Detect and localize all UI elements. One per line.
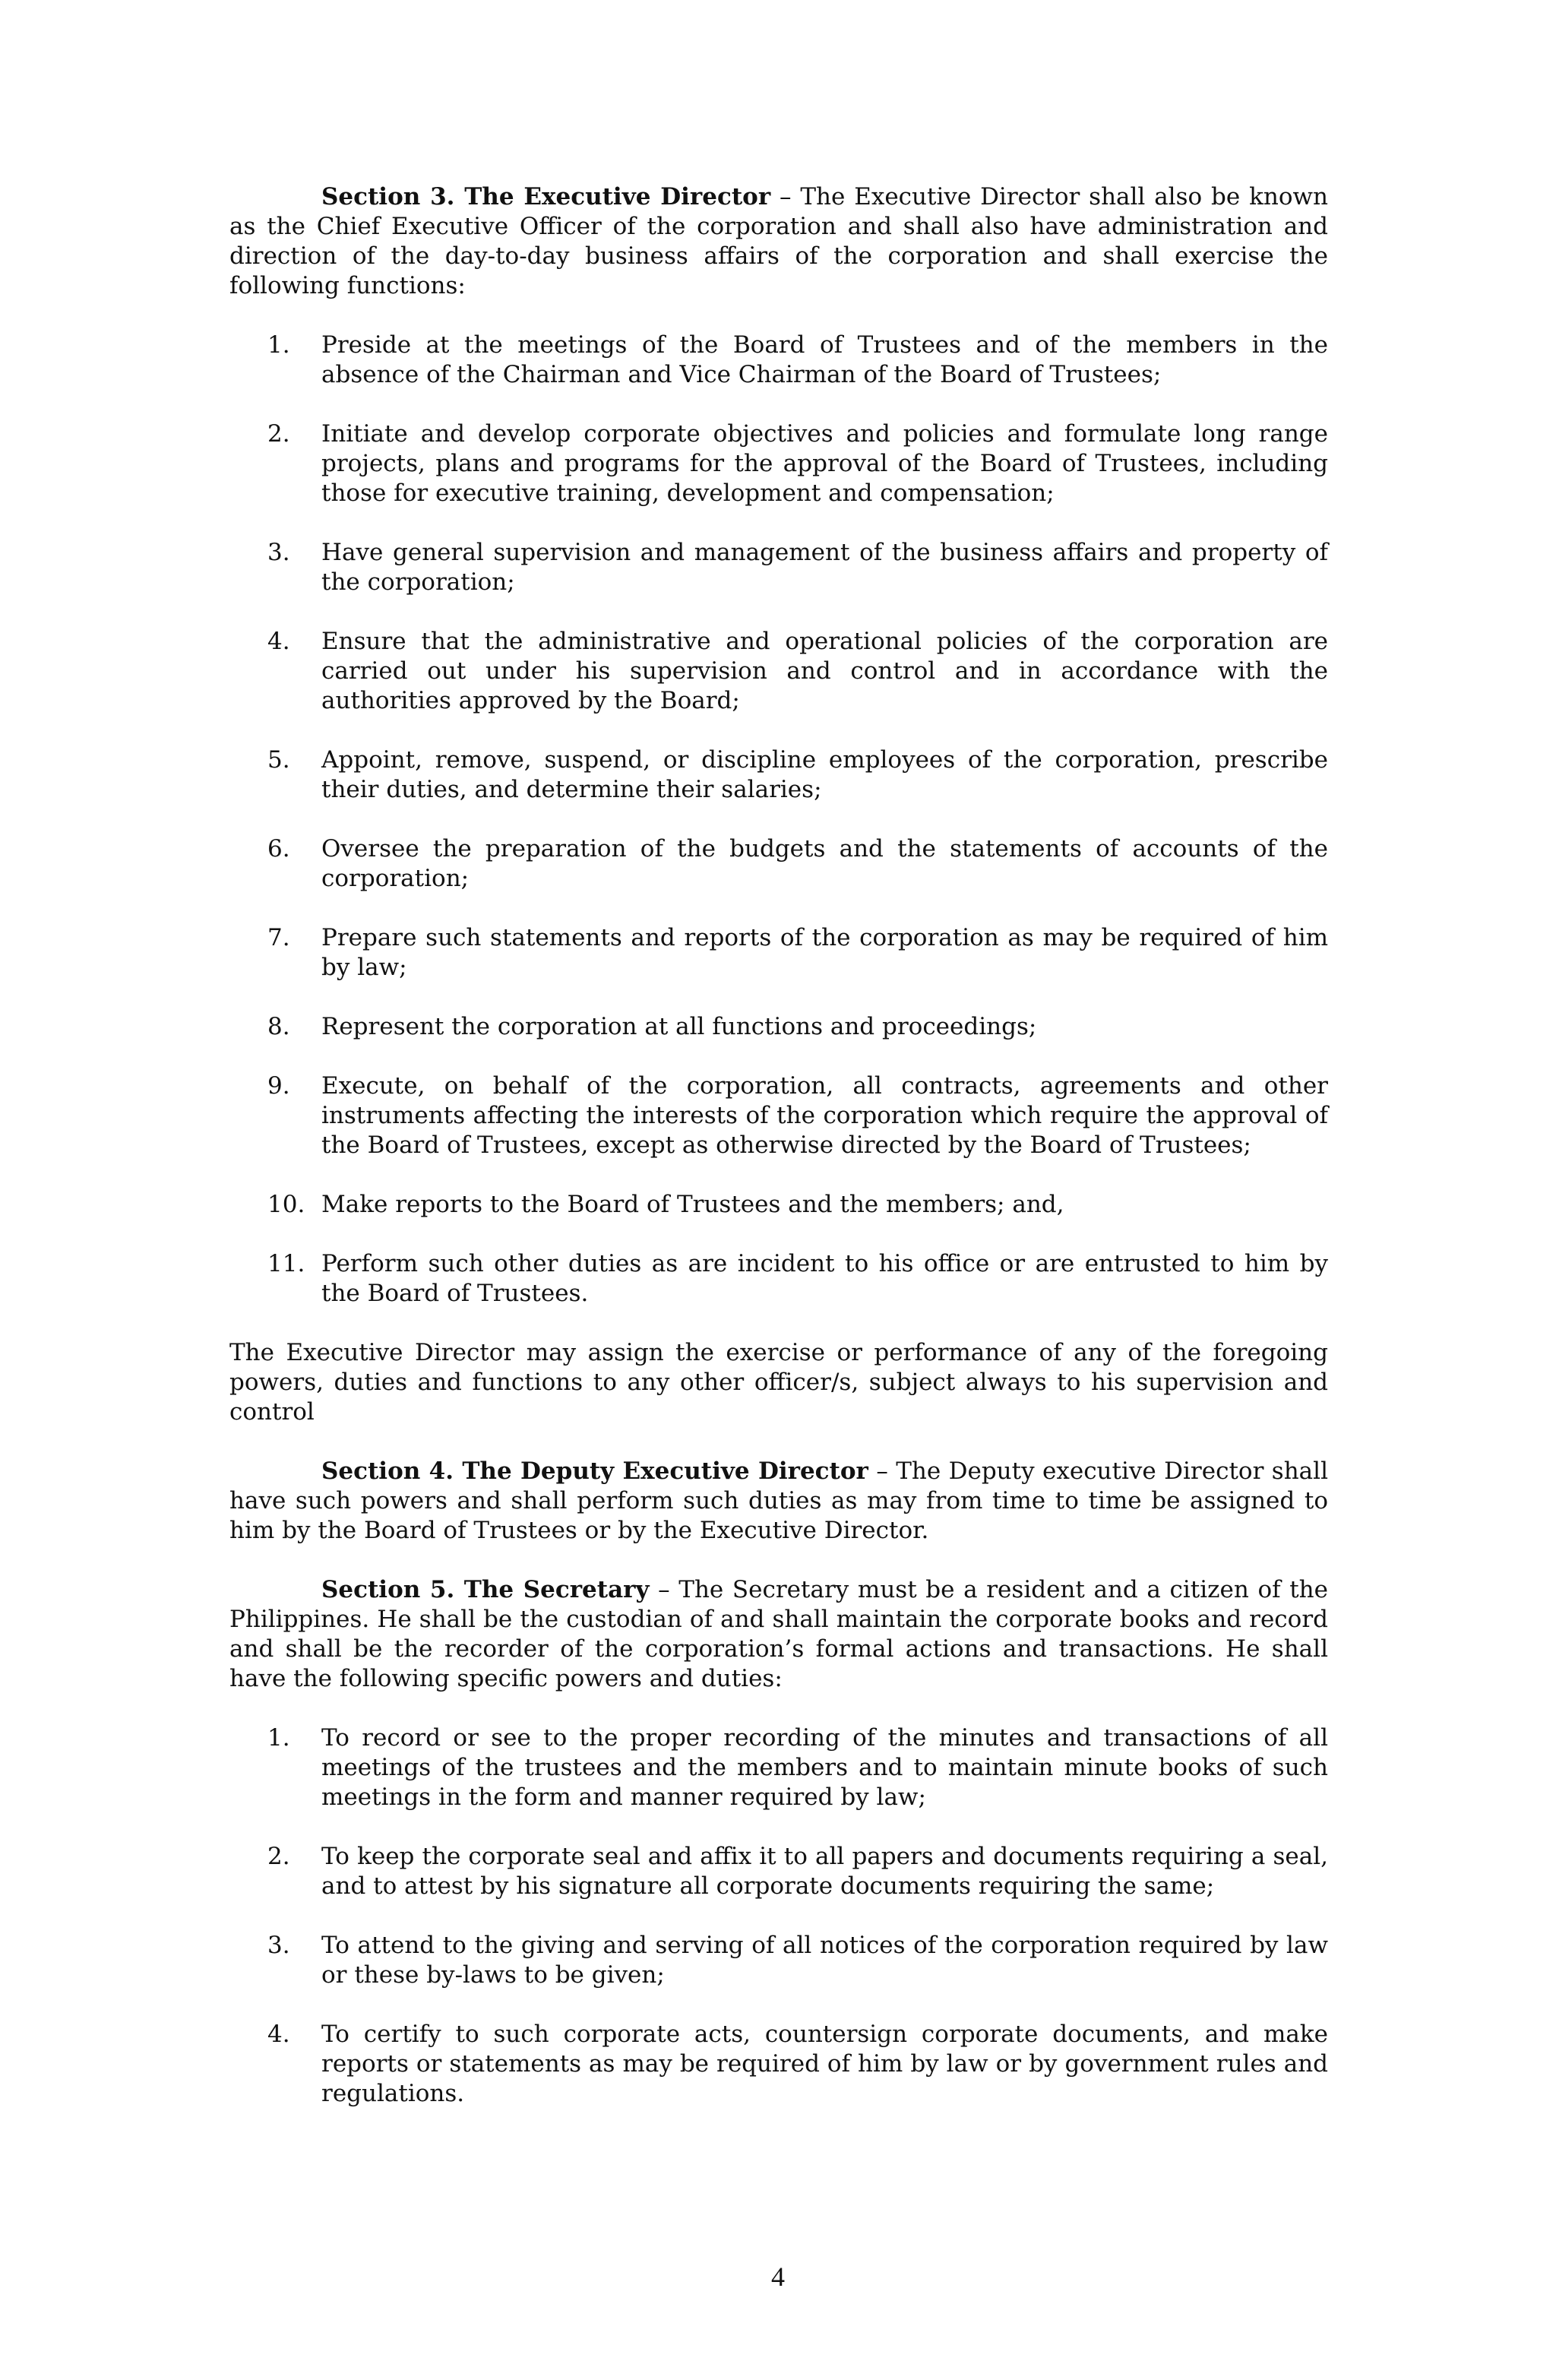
document-page	[229, 182, 1328, 2138]
list-item-number: 6.	[267, 835, 290, 862]
list-item	[229, 745, 1328, 805]
list-item-number: 1.	[267, 1724, 290, 1752]
list-item-number: 2.	[267, 1843, 290, 1870]
list-item-text: Oversee the preparation of the budgets and the statements of accounts of the corporation;	[321, 835, 1328, 892]
list-item	[229, 1071, 1328, 1160]
list-item	[229, 1842, 1328, 1901]
list-item-number: 1.	[267, 331, 290, 359]
list-item-text: Perform such other duties as are incident to his office or are entrusted to him by the Board of Trustees.	[321, 1250, 1328, 1307]
list-item	[229, 1723, 1328, 1812]
list-item-number: 5.	[267, 746, 290, 774]
list-item-text: Represent the corporation at all functions and proceedings;	[321, 1013, 1037, 1040]
list-item-number: 3.	[267, 539, 290, 566]
list-item-number: 10.	[267, 1191, 305, 1218]
list-item-text: Appoint, remove, suspend, or discipline employees of the corporation, prescribe their duties, and determine their salaries;	[321, 746, 1328, 803]
section-4-paragraph	[229, 1457, 1328, 1546]
section-4-title: Section 4. The Deputy Executive Director	[321, 1457, 868, 1485]
list-item	[229, 834, 1328, 894]
list-item-text: Initiate and develop corporate objectives and policies and formulate long range projects, plans and programs for the approval of the Board of Trustees, including those for executive training, development and compensation;	[321, 420, 1328, 507]
list-item-number: 11.	[267, 1250, 305, 1277]
list-item-number: 4.	[267, 628, 290, 655]
list-item-text: Make reports to the Board of Trustees and the members; and,	[321, 1191, 1064, 1218]
section-3-paragraph	[229, 182, 1328, 301]
section-5-paragraph	[229, 1575, 1328, 1694]
list-item-number: 7.	[267, 924, 290, 951]
section-3-title: Section 3. The Executive Director	[321, 183, 771, 210]
list-item-text: Prepare such statements and reports of the corporation as may be required of him by law;	[321, 924, 1328, 981]
section-5-intro: – The Secretary must be a resident and a citizen of the Philippines. He shall be the custodian of and shall maintain the corporate books and record and shall be the recorder of the corporation’s formal actions and transactions. He shall have the following specific powers and duties:	[229, 1576, 1328, 1692]
section-5-duty-list	[229, 1723, 1328, 2109]
list-item	[229, 2020, 1328, 2109]
list-item	[229, 419, 1328, 508]
list-item-text: Preside at the meetings of the Board of Trustees and of the members in the absence of the Chairman and Vice Chairman of the Board of Trustees;	[321, 331, 1328, 388]
list-item	[229, 538, 1328, 597]
list-item-number: 2.	[267, 420, 290, 448]
list-item	[229, 627, 1328, 716]
section-3-intro: – The Executive Director shall also be known as the Chief Executive Officer of the corporation and shall also have administration and direction of the day-to-day business affairs of the corporation and shall exercise the following functions:	[229, 183, 1328, 299]
page-number: 4	[771, 2261, 785, 2292]
list-item	[229, 331, 1328, 390]
section-3-closing: The Executive Director may assign the exercise or performance of any of the foregoing powers, duties and functions to any other officer/s, subject always to his supervision and control	[229, 1339, 1328, 1426]
section-4-intro: – The Deputy executive Director shall have such powers and shall perform such duties as may from time to time be assigned to him by the Board of Trustees or by the Executive Director.	[229, 1457, 1328, 1544]
list-item	[229, 1012, 1328, 1042]
list-item	[229, 923, 1328, 983]
list-item-number: 4.	[267, 2021, 290, 2048]
list-item	[229, 1190, 1328, 1220]
section-5-title: Section 5. The Secretary	[321, 1576, 650, 1603]
list-item-number: 9.	[267, 1072, 290, 1100]
list-item-text: To keep the corporate seal and affix it to all papers and documents requiring a seal, and to attest by his signature all corporate documents requiring the same;	[321, 1843, 1328, 1900]
list-item-number: 3.	[267, 1932, 290, 1959]
list-item	[229, 1931, 1328, 1990]
list-item-text: To certify to such corporate acts, countersign corporate documents, and make reports or statements as may be required of him by law or by government rules and regulations.	[321, 2021, 1328, 2107]
list-item-text: To record or see to the proper recording of the minutes and transactions of all meetings of the trustees and the members and to maintain minute books of such meetings in the form and manner required by law;	[321, 1724, 1328, 1811]
list-item-text: Execute, on behalf of the corporation, all contracts, agreements and other instruments affecting the interests of the corporation which require the approval of the Board of Trustees, except as otherwise directed by the Board of Trustees;	[321, 1072, 1328, 1159]
list-item	[229, 1249, 1328, 1309]
list-item-text: Ensure that the administrative and operational policies of the corporation are carried out under his supervision and control and in accordance with the authorities approved by the Board;	[321, 628, 1328, 714]
list-item-text: To attend to the giving and serving of all notices of the corporation required by law or these by-laws to be given;	[321, 1932, 1328, 1989]
section-3-function-list	[229, 331, 1328, 1309]
list-item-text: Have general supervision and management of the business affairs and property of the corporation;	[321, 539, 1328, 596]
list-item-number: 8.	[267, 1013, 290, 1040]
